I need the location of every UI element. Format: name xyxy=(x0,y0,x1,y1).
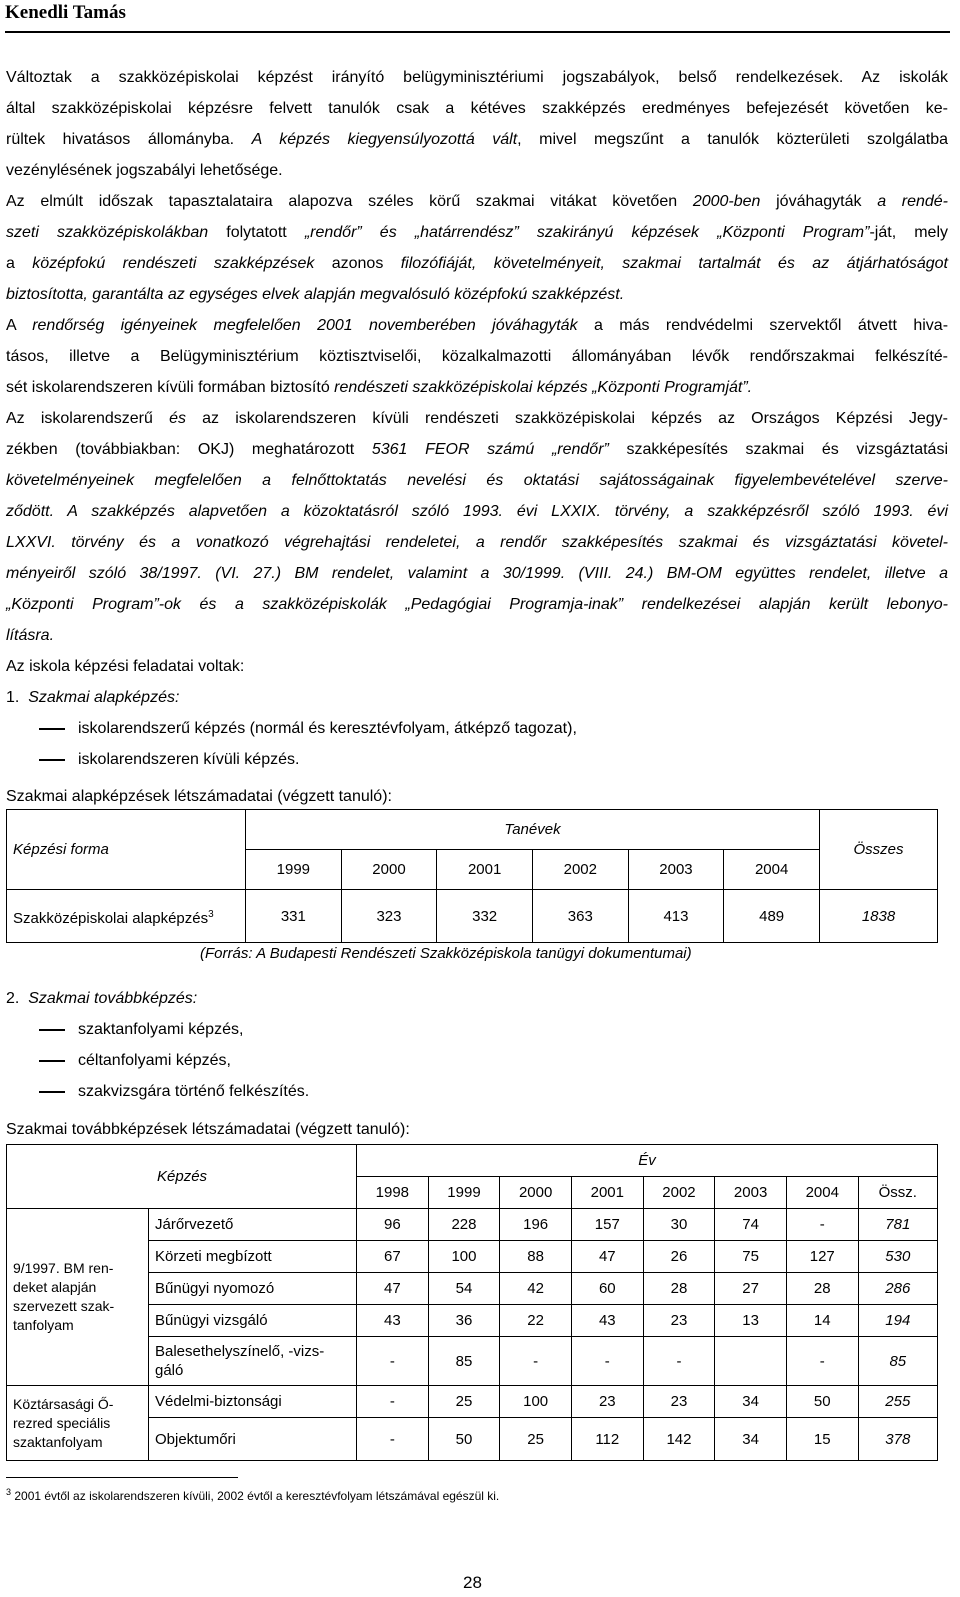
table-cell: 43 xyxy=(571,1305,643,1337)
table-cell: 27 xyxy=(715,1273,787,1305)
row-label xyxy=(7,890,246,943)
table-cell: 67 xyxy=(357,1241,429,1273)
total-cell: 194 xyxy=(858,1305,937,1337)
text-span: Az elmúlt időszak tapasztalataira alapozva széles körű szakmai vitákat követően xyxy=(6,193,693,210)
year-header: Össz. xyxy=(858,1177,937,1209)
table-cell: - xyxy=(786,1209,858,1241)
list-2 xyxy=(6,983,948,1107)
text-line: ményeiről szóló 38/1997. (VI. 27.) BM rendelet, valamint a 30/1999. (VIII. 24.) BM-OM együttes rendelet, illetve a xyxy=(6,565,948,582)
list-item: iskolarendszeren kívüli képzés. xyxy=(6,744,948,775)
table-cell: 15 xyxy=(786,1418,858,1461)
footnote-mark: 3 xyxy=(208,908,214,920)
table-cell: 96 xyxy=(357,1209,429,1241)
footnote-text: 2001 évtől az iskolarendszeren kívüli, 2002 évtől a keresztévfolyam létszámával egészül ki. xyxy=(11,1489,500,1503)
list-title-text: Szakmai alapképzés: xyxy=(28,689,180,706)
list-number: 1. xyxy=(6,689,20,706)
text-span: a xyxy=(6,255,33,272)
text-span: sét iskolarendszeren kívüli formában biztosító xyxy=(6,379,335,396)
text-span: jóváhagyták xyxy=(760,193,878,210)
table-2-title: Szakmai továbbképzések létszámadatai (végzett tanuló): xyxy=(6,1121,410,1138)
table-cell: 28 xyxy=(786,1273,858,1305)
text-span: A képzés kiegyensúlyozottá vált xyxy=(251,131,518,148)
text-line: tásos, illetve a Belügyminisztérium köztisztviselői, közalkalmazotti állományában lévők rendőrszakmai felkészíté- xyxy=(6,348,948,365)
footnote xyxy=(6,1487,499,1503)
training-name: Körzeti megbízott xyxy=(149,1241,357,1273)
total-cell: 255 xyxy=(858,1386,937,1418)
text-line: lításra. xyxy=(6,627,55,644)
body-text xyxy=(6,62,948,775)
text-line: által szakközépiskolai képzésre felvett tanulók csak a kétéves szakképzés eredményes befejezését követően ke- xyxy=(6,100,948,117)
table-cell: 26 xyxy=(643,1241,715,1273)
table-cell: 85 xyxy=(428,1337,500,1386)
year-header: 2002 xyxy=(532,850,628,890)
text-span: 2000-ben xyxy=(692,193,761,210)
text-line: biztosította, garantálta az egységes elvek alapján megvalósuló középfokú szakképzést. xyxy=(6,286,625,303)
paragraph-2 xyxy=(6,186,948,310)
column-header-years: Év xyxy=(357,1145,938,1177)
year-header: 2002 xyxy=(643,1177,715,1209)
paragraph-4 xyxy=(6,403,948,651)
total-cell: 378 xyxy=(858,1418,937,1461)
text-span: filozófiáját, követelményeit, szakmai tartalmát és az átjárhatóságot xyxy=(400,255,948,272)
table-cell: 157 xyxy=(571,1209,643,1241)
paragraph-1 xyxy=(6,62,948,186)
table-cell: 34 xyxy=(715,1386,787,1418)
table-cell: 23 xyxy=(643,1305,715,1337)
list-item: szaktanfolyami képzés, xyxy=(6,1014,948,1045)
text-line xyxy=(6,217,948,248)
table-cell: 47 xyxy=(357,1273,429,1305)
table-cell: 25 xyxy=(500,1418,572,1461)
text-span: azonos xyxy=(314,255,401,272)
table-cell: 75 xyxy=(715,1241,787,1273)
total-cell: 286 xyxy=(858,1273,937,1305)
table-cell: 100 xyxy=(428,1241,500,1273)
table-cell: 28 xyxy=(643,1273,715,1305)
further-training-table xyxy=(6,1144,938,1461)
text-span: rültek hivatásos állományba. xyxy=(6,131,252,148)
year-header: 2003 xyxy=(628,850,724,890)
text-span: a más rendvédelmi szervektől átvett hiva- xyxy=(577,317,949,334)
table-cell: 23 xyxy=(571,1386,643,1418)
text-span: folytatott xyxy=(208,224,305,241)
year-header: 2004 xyxy=(786,1177,858,1209)
list-item: szakvizsgára történő felkészítés. xyxy=(6,1076,948,1107)
text-line xyxy=(6,186,948,217)
table-cell: 331 xyxy=(246,890,342,943)
training-name: Bűnügyi nyomozó xyxy=(149,1273,357,1305)
total-cell: 530 xyxy=(858,1241,937,1273)
total-cell: 85 xyxy=(858,1337,937,1386)
text-line: vezénylésének jogszabályi lehetősége. xyxy=(6,162,283,179)
footnote-rule xyxy=(6,1477,238,1478)
table-cell: 54 xyxy=(428,1273,500,1305)
text-span: az iskolarendszeren kívüli rendészeti szakközépiskolai képzés az Országos Képzési Jegy- xyxy=(185,410,948,427)
training-name: Bűnügyi vizsgáló xyxy=(149,1305,357,1337)
basic-training-table xyxy=(6,809,938,943)
table-cell: - xyxy=(357,1386,429,1418)
table-cell: 196 xyxy=(500,1209,572,1241)
list-number: 2. xyxy=(6,990,20,1007)
text-line: LXXVI. törvény és a vonatkozó végrehajtási rendeletei, a rendőr szakképesítés szakmai és vizsgáztatási követel- xyxy=(6,534,948,551)
table-cell: 34 xyxy=(715,1418,787,1461)
page-header xyxy=(5,0,950,30)
text-line xyxy=(6,434,948,465)
text-span: középfokú rendészeti szakképzések xyxy=(32,255,315,272)
list-1-title xyxy=(6,682,948,713)
table-cell: - xyxy=(357,1337,429,1386)
table-cell: 127 xyxy=(786,1241,858,1273)
table-cell: 47 xyxy=(571,1241,643,1273)
year-header: 2001 xyxy=(571,1177,643,1209)
text-span: szakképesítés szakmai és vizsgáztatási xyxy=(608,441,949,458)
table-cell: 43 xyxy=(357,1305,429,1337)
list-2-title xyxy=(6,983,948,1014)
text-span: 5361 FEOR számú „rendőr” xyxy=(371,441,609,458)
footnote-mark: 3 xyxy=(6,1487,12,1497)
table-cell: 363 xyxy=(532,890,628,943)
table-row xyxy=(7,890,938,943)
column-header-years: Tanévek xyxy=(246,810,820,850)
table-row xyxy=(7,1209,938,1241)
table-cell: 30 xyxy=(643,1209,715,1241)
text-span: „rendőr” és „határrendész” szakirányú képzések „Központi Program” xyxy=(304,224,870,241)
text-line xyxy=(6,248,948,279)
total-cell: 1838 xyxy=(820,890,938,943)
group-label-2: Köztársasági Ő-rezred speciális szaktanfolyam xyxy=(7,1386,149,1461)
text-span: rendészeti szakközépiskolai képzés „Központi Programját”. xyxy=(334,379,753,396)
table-cell: 22 xyxy=(500,1305,572,1337)
table-cell: 228 xyxy=(428,1209,500,1241)
text-span: szeti szakközépiskolákban xyxy=(6,224,209,241)
training-name: Balesethelyszínelő, -vizs-gáló xyxy=(149,1337,357,1386)
table-cell: 50 xyxy=(428,1418,500,1461)
text-span: és xyxy=(169,410,186,427)
year-header: 1998 xyxy=(357,1177,429,1209)
text-line: Változtak a szakközépiskolai képzést irányító belügyminisztériumi jogszabályok, belső rendelkezések. Az iskolák xyxy=(6,69,948,86)
text-line: ződött. A szakképzés alapvetően a közoktatásról szóló 1993. évi LXXIX. törvény, a szakképzésről szóló 1993. évi xyxy=(6,503,948,520)
row-label-text: Szakközépiskolai alapképzés xyxy=(13,909,209,927)
table-cell: 112 xyxy=(571,1418,643,1461)
text-span: Az iskolarendszerű xyxy=(6,410,170,427)
list-title-text: Szakmai továbbképzés: xyxy=(28,990,198,1007)
text-line xyxy=(6,403,948,434)
paragraph-3 xyxy=(6,310,948,403)
table-cell: 489 xyxy=(724,890,820,943)
table-cell: 142 xyxy=(643,1418,715,1461)
column-header-total: Összes xyxy=(820,810,938,890)
tasks-intro: Az iskola képzési feladatai voltak: xyxy=(6,658,245,675)
table-1-title: Szakmai alapképzések létszámadatai (végzett tanuló): xyxy=(6,788,392,805)
column-header-training: Képzés xyxy=(7,1145,357,1209)
table-cell: 74 xyxy=(715,1209,787,1241)
total-cell: 781 xyxy=(858,1209,937,1241)
text-span: A xyxy=(6,317,33,334)
table-cell: 50 xyxy=(786,1386,858,1418)
year-header: 1999 xyxy=(428,1177,500,1209)
table-cell xyxy=(715,1337,787,1386)
table-cell: 42 xyxy=(500,1273,572,1305)
table-cell: 100 xyxy=(500,1386,572,1418)
table-cell: 36 xyxy=(428,1305,500,1337)
list-item: céltanfolyami képzés, xyxy=(6,1045,948,1076)
table-cell: - xyxy=(786,1337,858,1386)
table-cell: 14 xyxy=(786,1305,858,1337)
year-header: 2001 xyxy=(437,850,533,890)
author-name: Kenedli Tamás xyxy=(5,2,126,23)
year-header: 1999 xyxy=(246,850,342,890)
table-source: (Forrás: A Budapesti Rendészeti Szakközépiskola tanügyi dokumentumai) xyxy=(200,945,692,962)
year-header: 2000 xyxy=(500,1177,572,1209)
text-line xyxy=(6,310,948,341)
year-header: 2004 xyxy=(724,850,820,890)
table-cell: - xyxy=(571,1337,643,1386)
table-cell: - xyxy=(500,1337,572,1386)
text-span: , mivel megszűnt a tanulók közterületi szolgálatba xyxy=(517,131,948,148)
text-line: „Központi Program”-ok és a szakközépiskolák „Pedagógiai Programja-inak” rendelkezései alapján került lebonyo- xyxy=(6,596,948,613)
training-name: Objektumőri xyxy=(149,1418,357,1461)
table-cell: 60 xyxy=(571,1273,643,1305)
table-cell: - xyxy=(643,1337,715,1386)
table-cell: 413 xyxy=(628,890,724,943)
year-header: 2003 xyxy=(715,1177,787,1209)
text-line xyxy=(6,124,948,155)
page-number: 28 xyxy=(463,1573,482,1592)
training-name: Védelmi-biztonsági xyxy=(149,1386,357,1418)
table-cell: 323 xyxy=(341,890,437,943)
column-header-form: Képzési forma xyxy=(7,810,246,890)
table-cell: 25 xyxy=(428,1386,500,1418)
table-cell: 13 xyxy=(715,1305,787,1337)
table-row xyxy=(7,1386,938,1418)
year-header: 2000 xyxy=(341,850,437,890)
text-span: -ját, mely xyxy=(869,224,948,241)
table-cell: - xyxy=(357,1418,429,1461)
text-span: zékben (továbbiakban: OKJ) meghatározott xyxy=(6,441,372,458)
text-span: a rendé- xyxy=(877,193,949,210)
table-cell: 332 xyxy=(437,890,533,943)
header-rule xyxy=(5,31,950,33)
list-item: iskolarendszerű képzés (normál és keresztévfolyam, átképző tagozat), xyxy=(6,713,948,744)
text-line xyxy=(6,372,948,403)
text-span: rendőrség igényeinek megfelelően 2001 novemberében jóváhagyták xyxy=(32,317,578,334)
table-cell: 23 xyxy=(643,1386,715,1418)
training-name: Járőrvezető xyxy=(149,1209,357,1241)
text-line: követelményeinek megfelelően a felnőttoktatás nevelési és oktatási sajátosságainak figyelembevételével szerve- xyxy=(6,472,948,489)
table-cell: 88 xyxy=(500,1241,572,1273)
group-label-1: 9/1997. BM ren-deket alapján szervezett szak-tanfolyam xyxy=(7,1209,149,1386)
